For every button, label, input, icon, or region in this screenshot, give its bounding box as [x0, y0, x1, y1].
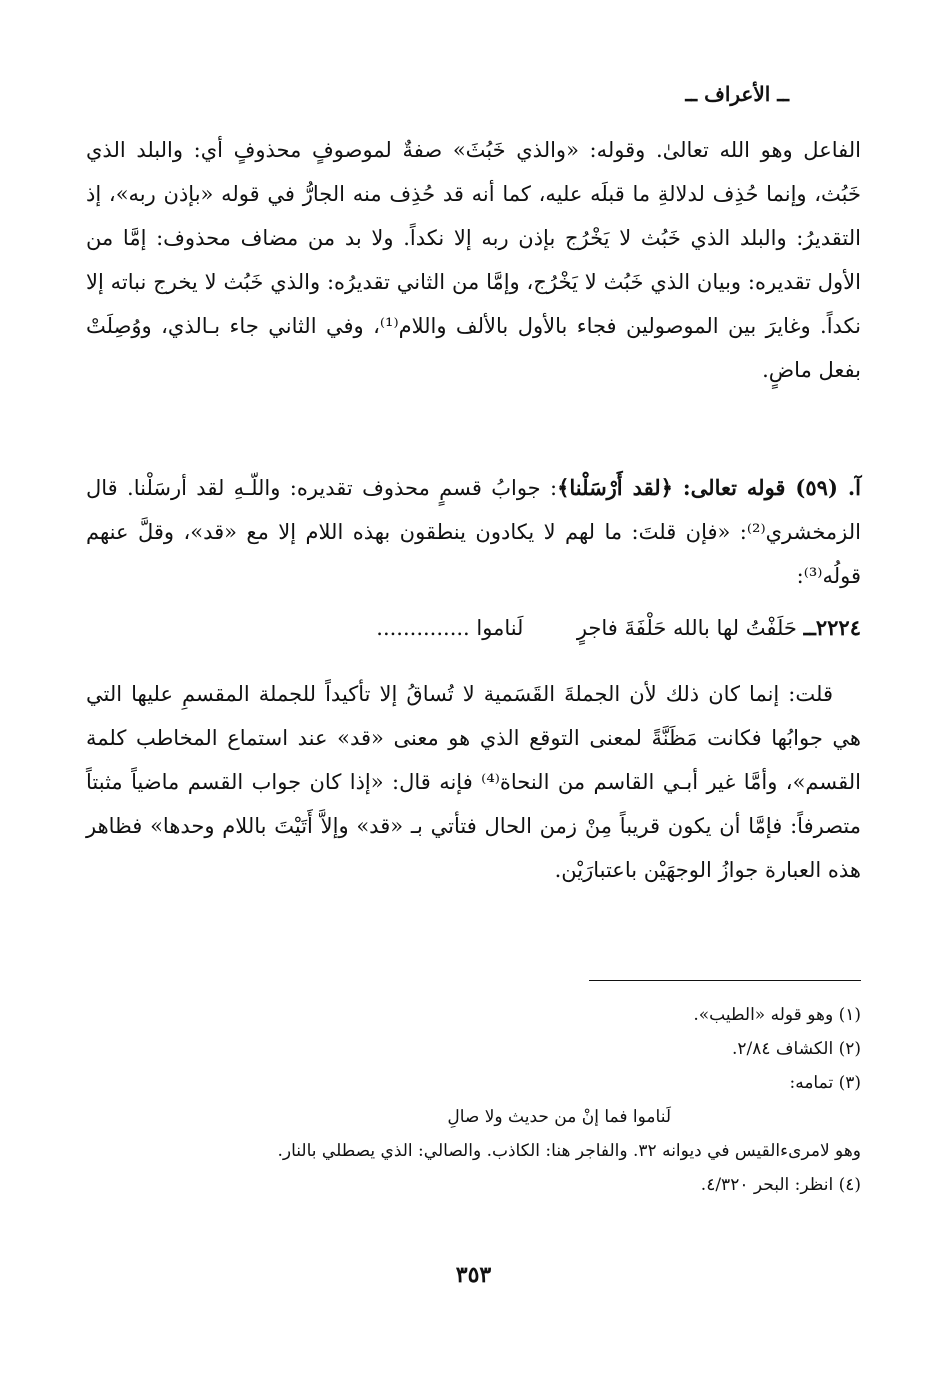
footnotes	[86, 998, 861, 1202]
footnote-1: (١) وهو قوله «الطيب».	[693, 1005, 861, 1025]
poetry-verse	[86, 606, 861, 650]
verse-number: ٢٢٢٤ــ	[803, 615, 861, 640]
verse-hemistich-1: حَلَفْتُ لها بالله حَلْفَةَ فاجرٍ	[576, 616, 797, 640]
paragraph-3: قلت: إنما كان ذلك لأن الجملةَ القَسَمية لا تُساقُ إلا تأكيداً للجملة المقسمِ عليها التي هي جوابُها فكانت مَظَنَّةً لمعنى التوقع الذي هو معنى «قد» عند استماع المخاطب كلمة القسم»، وأمَّا غير أبـي القاسم من النحاة⁽⁴⁾ فإنه قال: «إذا كان جواب القسم ماضياً مثبتاً متصرفاً: فإمَّا أن يكون قريباً مِنْ زمن الحال فتأتي بـ «قد» وإلاَّ أَتَيْتَ باللام وحدها» فظاهر هذه العبارة جوازُ الوجهَيْن باعتبارَيْن.	[86, 682, 861, 882]
verse-reference: آ. (٥٩) قوله تعالى: ﴿لقد أَرْسَلْنا﴾	[557, 475, 861, 500]
footnote-divider	[589, 980, 861, 981]
footnote-3-continuation: وهو لامرىءالقيس في ديوانه ٣٢. والفاجر هنا: الكاذب. والصالي: الذي يصطلي بالنار.	[277, 1141, 861, 1161]
footnote-2: (٢) الكشاف ٢/٨٤.	[731, 1039, 861, 1059]
paragraph-2	[86, 466, 861, 598]
paragraph-1: الفاعل وهو الله تعالىٰ. وقوله: «والذي خَبُثَ» صفةٌ لموصوفٍ محذوفٍ أي: والبلد الذي خَبُث، وإنما حُذِف لدلالةِ ما قبلَه عليه، كما أنه قد حُذِف منه الجارُّ في قوله «بإذن ربه»، إذ التقديرُ: والبلد الذي خَبُث لا يَخْرُج بإذن ربه إلا نكداً. ولا بد من مضاف محذوف: إمَّا من الأول تقديره: وبيان الذي خَبُث لا يَخْرُج، وإمَّا من الثاني تقديرُه: والذي خَبُث لا يخرج نباته إلا نكداً. وغايرَ بين الموصولين فجاء بالأول بالألف واللام⁽¹⁾، وفي الثاني جاء بـالذي، ووُصِلَتْ بفعل ماضٍ.	[86, 138, 861, 382]
footnote-4: (٤) انظر: البحر ٤/٣٢٠.	[700, 1175, 861, 1195]
paragraph-2-text: : جوابُ قسمٍ محذوف تقديره: واللّـهِ لقد أرسَلْنا. قال الزمخشري⁽²⁾: «فإن قلتَ: ما لهم لا يكادون ينطقون بهذه اللام إلا مع «قد»، وقلَّ عنهم قولُه⁽³⁾:	[86, 476, 861, 588]
verse-hemistich-2: لَناموا ..............	[376, 616, 524, 640]
footnote-3: (٣) تمامه:	[789, 1073, 861, 1093]
running-head: ــ الأعراف ــ	[685, 82, 789, 106]
footnote-3-verse: لَناموا فما إنْ من حديث ولا صالِ	[447, 1107, 671, 1127]
page-number: ٣٥٣	[455, 1262, 492, 1288]
